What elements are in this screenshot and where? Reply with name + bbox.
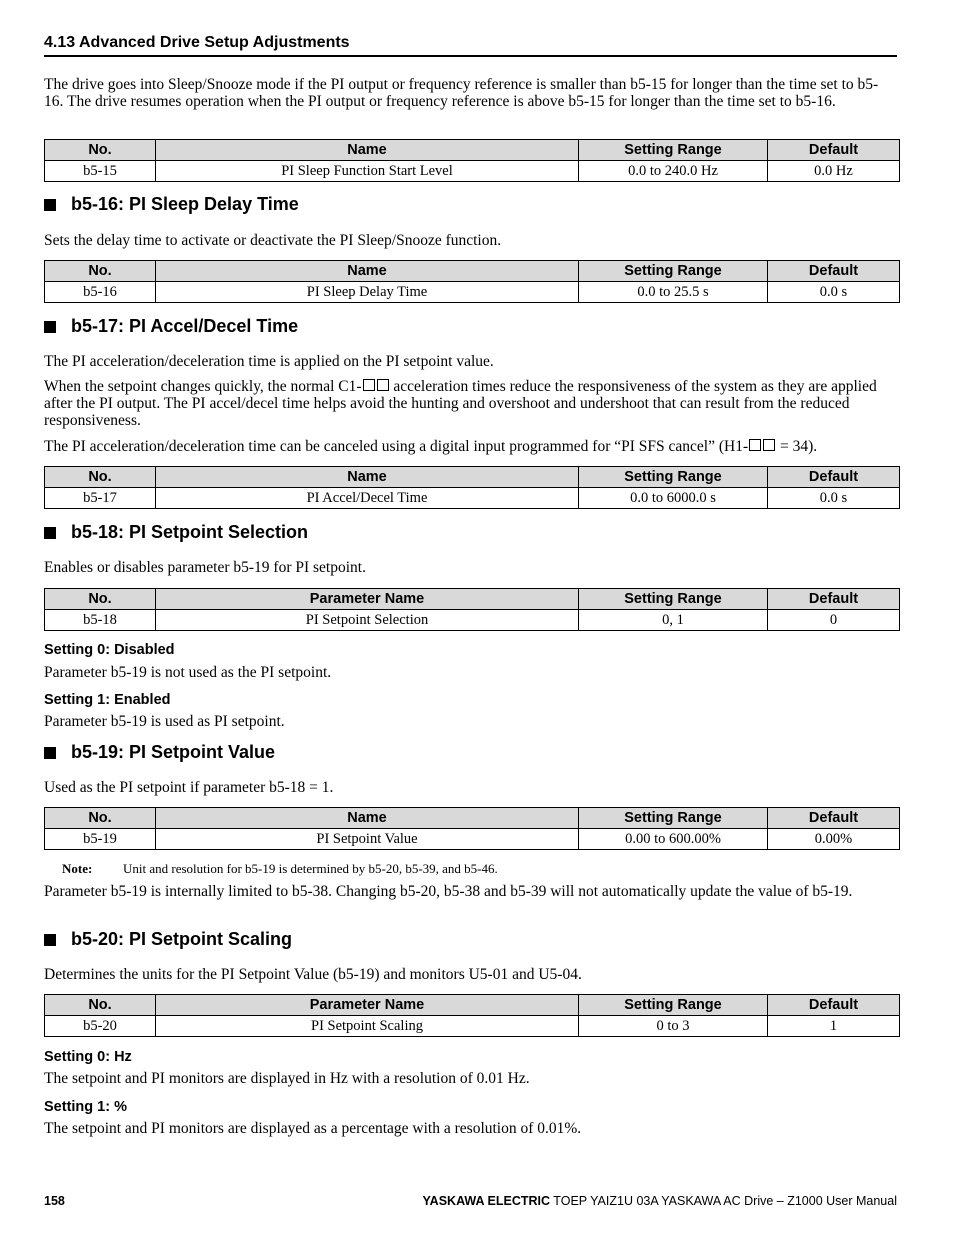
col-no: No. — [45, 140, 156, 161]
cell-default: 0 — [768, 610, 900, 631]
cell-default: 0.0 Hz — [768, 161, 900, 182]
heading-b5-19 — [44, 742, 275, 763]
b5-17-p1 — [44, 353, 897, 370]
footer-doc-title — [422, 1194, 897, 1208]
page-number: 158 — [44, 1194, 65, 1208]
cell-no: b5-17 — [45, 488, 156, 509]
cell-name: PI Setpoint Selection — [156, 610, 579, 631]
intro-paragraph — [44, 76, 897, 110]
cell-no: b5-15 — [45, 161, 156, 182]
param-table-b5-16 — [44, 260, 900, 303]
b5-16-text: Sets the delay time to activate or deactivate the PI Sleep/Snooze function. — [44, 232, 502, 249]
table-row — [45, 282, 900, 303]
section-header: 4.13 Advanced Drive Setup Adjustments — [44, 34, 350, 51]
table-header-row — [45, 467, 900, 488]
table-row — [45, 829, 900, 850]
table-row — [45, 610, 900, 631]
b5-18-setting-1-title: Setting 1: Enabled — [44, 692, 171, 708]
note-label: Note: — [62, 861, 93, 876]
heading-b5-17 — [44, 316, 298, 337]
heading-b5-18 — [44, 522, 308, 543]
col-range: Setting Range — [579, 589, 768, 610]
cell-range: 0.00 to 600.00% — [579, 829, 768, 850]
table-header-row — [45, 589, 900, 610]
col-name: Parameter Name — [156, 995, 579, 1016]
col-range: Setting Range — [579, 995, 768, 1016]
b5-17-text-2 — [44, 378, 897, 429]
square-bullet-icon — [44, 527, 56, 539]
square-bullet-icon — [44, 321, 56, 333]
heading-text: b5-20: PI Setpoint Scaling — [71, 929, 293, 949]
param-table-b5-20 — [44, 994, 900, 1037]
p3-part-b: = 34). — [776, 438, 818, 455]
footer-doc: TOEP YAIZ1U 03A YASKAWA AC Drive – Z1000 User Manual — [550, 1194, 897, 1208]
b5-19-after-text: Parameter b5-19 is internally limited to b5-38. Changing b5-20, b5-38 and b5-39 will not automatically update the value of b5-19. — [44, 883, 853, 900]
footer-brand: YASKAWA ELECTRIC — [422, 1194, 551, 1208]
b5-18-setting-0-title: Setting 0: Disabled — [44, 642, 175, 658]
header-rule — [44, 55, 897, 57]
b5-20-description — [44, 966, 897, 983]
b5-19-text: Used as the PI setpoint if parameter b5-18 = 1. — [44, 779, 334, 796]
param-table-b5-17 — [44, 466, 900, 509]
col-no: No. — [45, 995, 156, 1016]
table-header-row — [45, 808, 900, 829]
col-no: No. — [45, 808, 156, 829]
table-header-row — [45, 140, 900, 161]
p3-part-a: The PI acceleration/deceleration time can be canceled using a digital input programmed for “PI SFS cancel” (H1- — [44, 438, 749, 455]
cell-range: 0.0 to 6000.0 s — [579, 488, 768, 509]
heading-b5-16 — [44, 194, 299, 215]
cell-default: 0.0 s — [768, 282, 900, 303]
b5-20-setting-1 — [44, 1120, 897, 1137]
cell-default: 1 — [768, 1016, 900, 1037]
b5-20-text: Determines the units for the PI Setpoint Value (b5-19) and monitors U5-01 and U5-04. — [44, 966, 582, 983]
b5-20-setting-1-title: Setting 1: % — [44, 1099, 127, 1115]
cell-range: 0.0 to 25.5 s — [579, 282, 768, 303]
cell-name: PI Sleep Delay Time — [156, 282, 579, 303]
b5-18-setting-1-text: Parameter b5-19 is used as PI setpoint. — [44, 713, 285, 730]
cell-range: 0 to 3 — [579, 1016, 768, 1037]
heading-text: b5-19: PI Setpoint Value — [71, 742, 276, 762]
cell-name: PI Setpoint Scaling — [156, 1016, 579, 1037]
placeholder-box-icon — [749, 439, 761, 451]
square-bullet-icon — [44, 199, 56, 211]
col-no: No. — [45, 261, 156, 282]
table-row — [45, 161, 900, 182]
param-table-b5-19 — [44, 807, 900, 850]
cell-no: b5-16 — [45, 282, 156, 303]
col-default: Default — [768, 808, 900, 829]
b5-16-description — [44, 232, 897, 249]
b5-18-setting-1 — [44, 713, 897, 730]
b5-18-text: Enables or disables parameter b5-19 for PI setpoint. — [44, 559, 366, 576]
b5-18-setting-0 — [44, 664, 897, 681]
cell-default: 0.0 s — [768, 488, 900, 509]
placeholder-box-icon — [377, 379, 389, 391]
col-range: Setting Range — [579, 808, 768, 829]
cell-range: 0.0 to 240.0 Hz — [579, 161, 768, 182]
table-row — [45, 488, 900, 509]
square-bullet-icon — [44, 934, 56, 946]
col-default: Default — [768, 589, 900, 610]
cell-range: 0, 1 — [579, 610, 768, 631]
cell-name: PI Setpoint Value — [156, 829, 579, 850]
table-header-row — [45, 995, 900, 1016]
heading-text: b5-16: PI Sleep Delay Time — [71, 194, 299, 214]
p2-part-a: When the setpoint changes quickly, the normal C1- — [44, 378, 362, 395]
b5-17-text-1: The PI acceleration/deceleration time is applied on the PI setpoint value. — [44, 353, 494, 370]
col-default: Default — [768, 140, 900, 161]
heading-text: b5-17: PI Accel/Decel Time — [71, 316, 299, 336]
b5-20-setting-0 — [44, 1070, 897, 1087]
b5-20-setting-0-title: Setting 0: Hz — [44, 1049, 132, 1065]
note-text: Unit and resolution for b5-19 is determined by b5-20, b5-39, and b5-46. — [123, 861, 498, 876]
col-range: Setting Range — [579, 140, 768, 161]
col-default: Default — [768, 261, 900, 282]
p2-part-b: acceleration times reduce the responsiveness of the system as they are applied after the PI output. The PI accel/decel time helps avoid the hunting and overshoot and undershoot that can result from the reduced responsiveness. — [44, 378, 877, 429]
col-no: No. — [45, 589, 156, 610]
col-default: Default — [768, 467, 900, 488]
b5-17-text-3 — [44, 438, 897, 455]
cell-name: PI Accel/Decel Time — [156, 488, 579, 509]
table-header-row — [45, 261, 900, 282]
b5-17-p3 — [44, 438, 897, 455]
cell-no: b5-20 — [45, 1016, 156, 1037]
table-row — [45, 1016, 900, 1037]
heading-text: b5-18: PI Setpoint Selection — [71, 522, 309, 542]
col-range: Setting Range — [579, 467, 768, 488]
b5-20-setting-0-text: The setpoint and PI monitors are displayed in Hz with a resolution of 0.01 Hz. — [44, 1070, 530, 1087]
cell-default: 0.00% — [768, 829, 900, 850]
b5-18-description — [44, 559, 897, 576]
placeholder-box-icon — [363, 379, 375, 391]
param-table-b5-18 — [44, 588, 900, 631]
b5-19-after — [44, 883, 897, 900]
intro-text: The drive goes into Sleep/Snooze mode if the PI output or frequency reference is smaller than b5-15 for longer than the time set to b5-16. The drive resumes operation when the PI output or frequency reference is above b5-15 for longer than the time set to b5-16. — [44, 76, 879, 110]
cell-no: b5-19 — [45, 829, 156, 850]
b5-19-note — [62, 861, 498, 877]
param-table-b5-15 — [44, 139, 900, 182]
col-default: Default — [768, 995, 900, 1016]
b5-18-setting-0-text: Parameter b5-19 is not used as the PI setpoint. — [44, 664, 332, 681]
square-bullet-icon — [44, 747, 56, 759]
b5-20-setting-1-text: The setpoint and PI monitors are displayed as a percentage with a resolution of 0.01%. — [44, 1120, 582, 1137]
col-name: Name — [156, 140, 579, 161]
col-name: Parameter Name — [156, 589, 579, 610]
heading-b5-20 — [44, 929, 292, 950]
col-range: Setting Range — [579, 261, 768, 282]
col-name: Name — [156, 808, 579, 829]
col-name: Name — [156, 467, 579, 488]
cell-name: PI Sleep Function Start Level — [156, 161, 579, 182]
b5-19-description — [44, 779, 897, 796]
placeholder-box-icon — [763, 439, 775, 451]
b5-17-p2 — [44, 378, 897, 429]
cell-no: b5-18 — [45, 610, 156, 631]
col-name: Name — [156, 261, 579, 282]
col-no: No. — [45, 467, 156, 488]
